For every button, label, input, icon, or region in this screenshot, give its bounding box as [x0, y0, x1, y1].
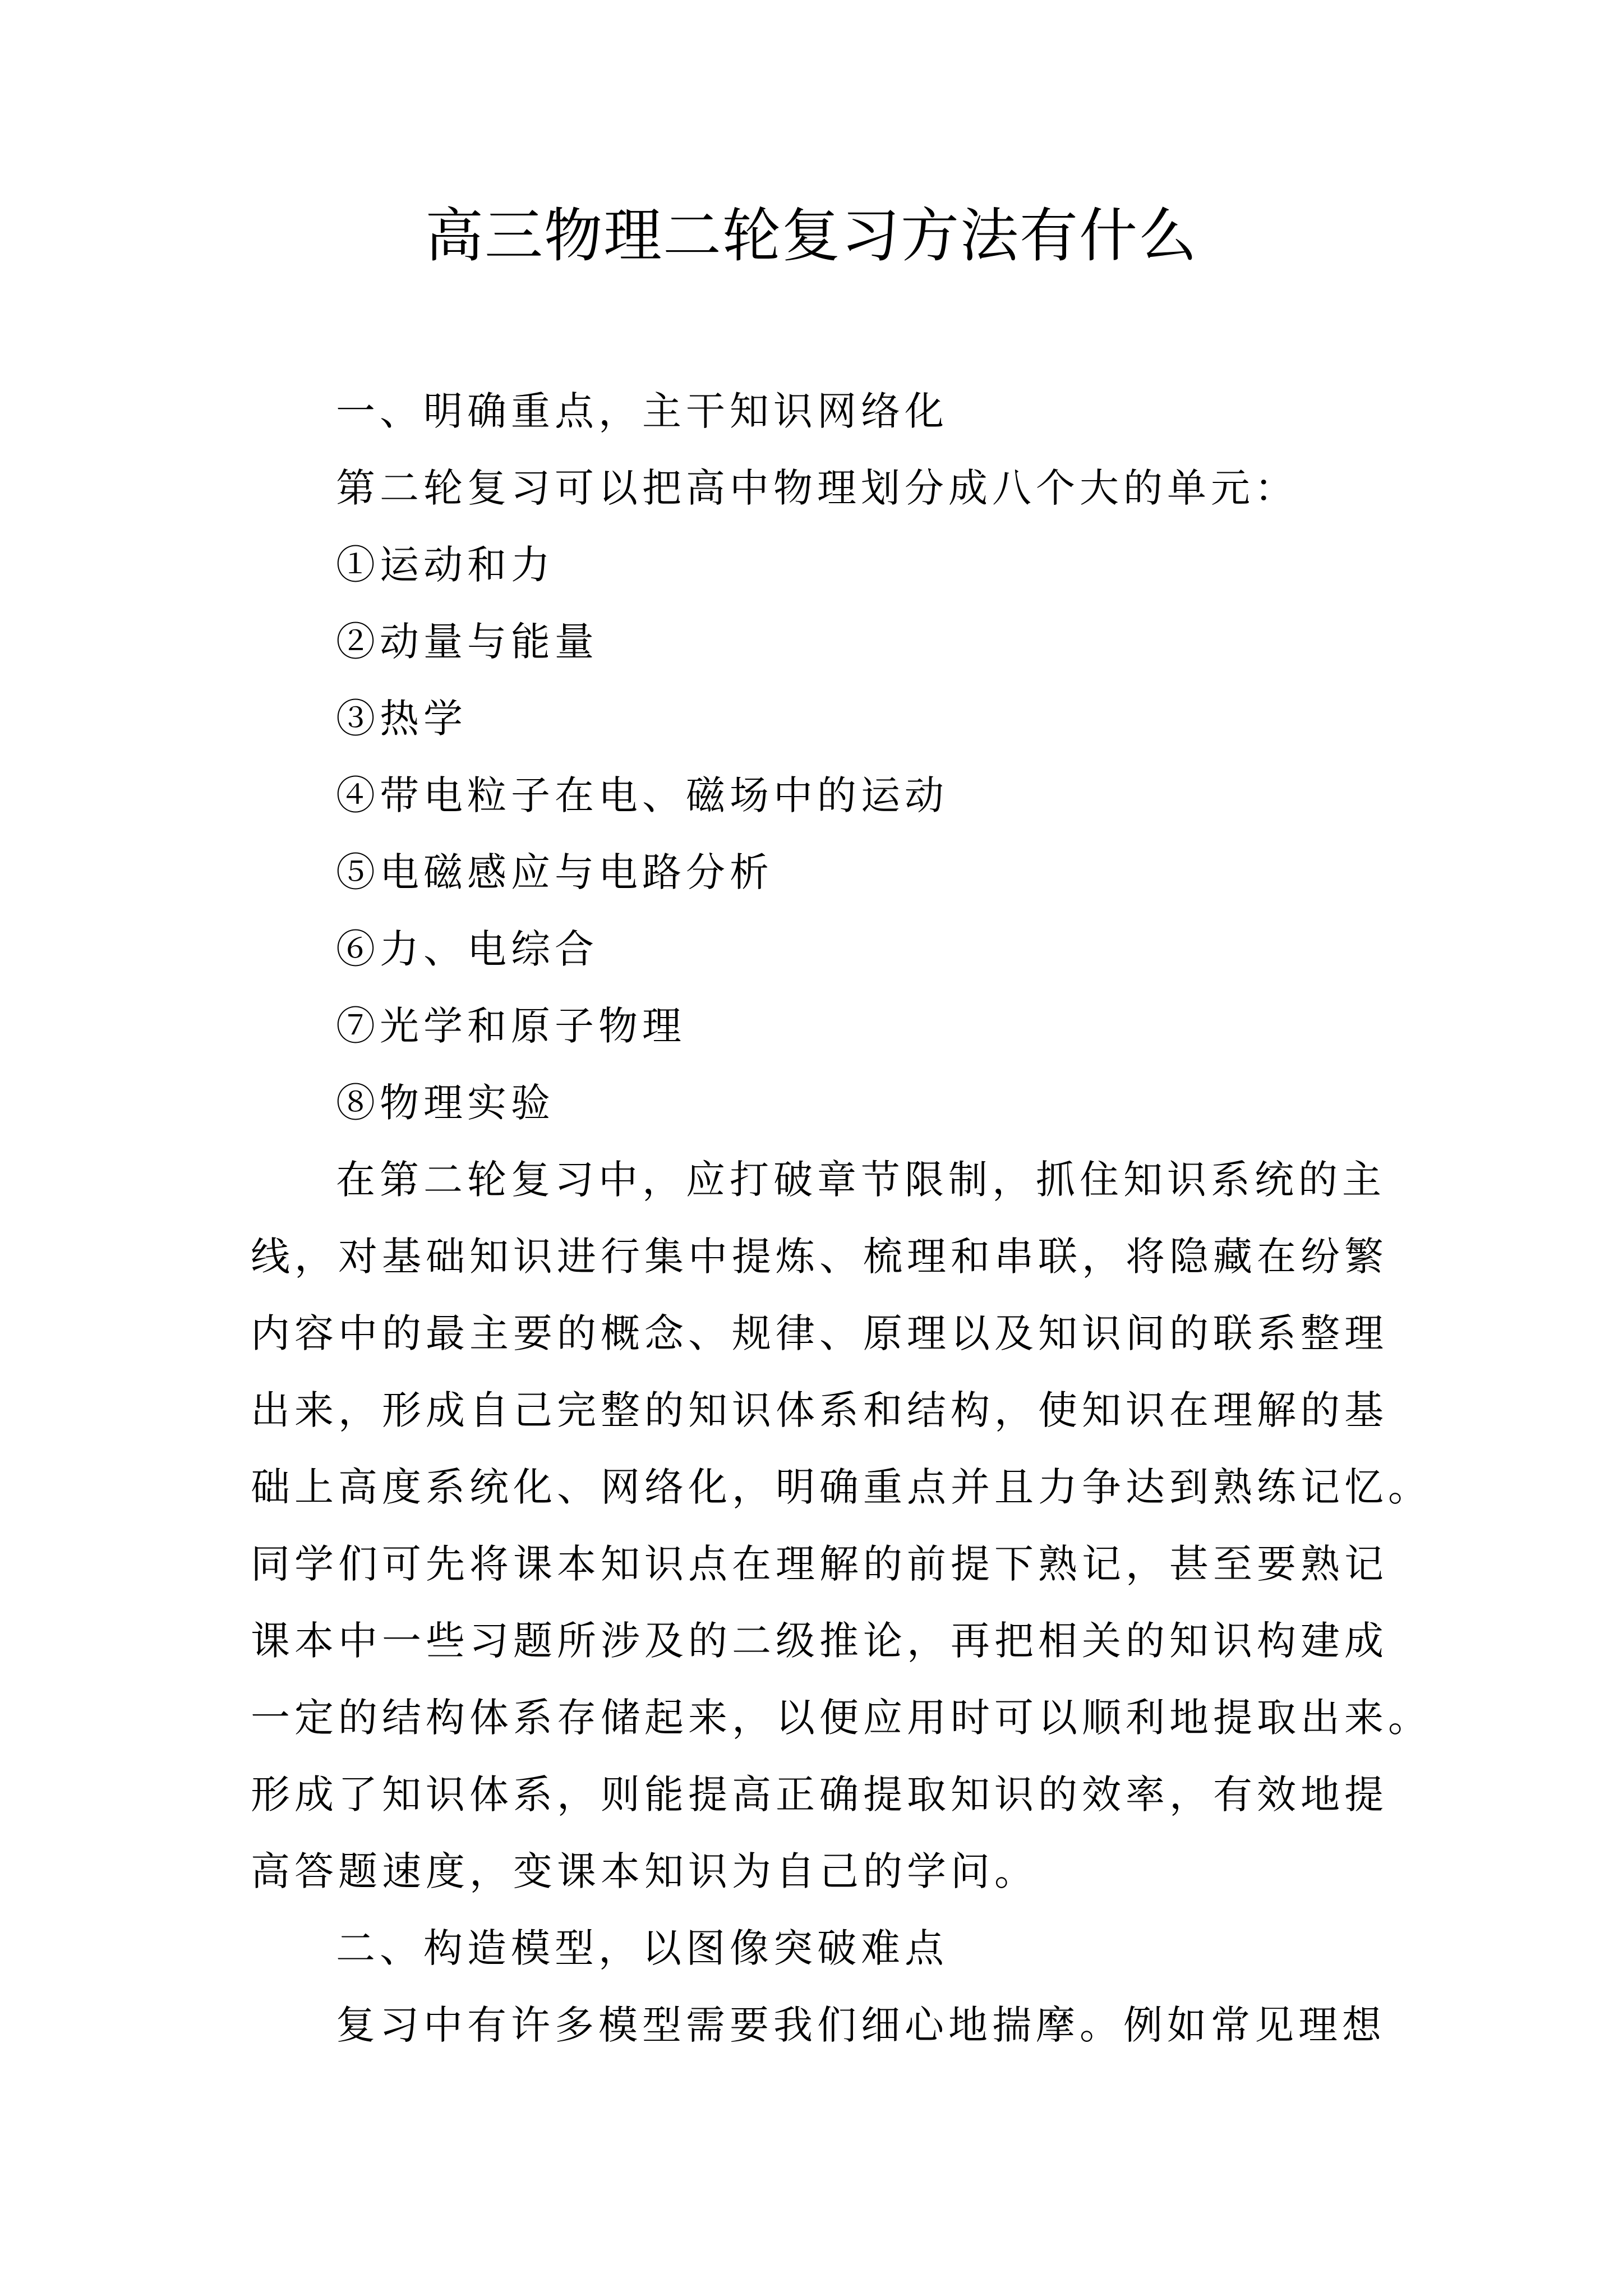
section-1-paragraph: [251, 1142, 1432, 1910]
paragraph-line: 一定的结构体系存储起来，以便应用时可以顺利地提取出来。: [251, 1695, 1432, 1741]
document-title: 高三物理二轮复习方法有什么: [425, 201, 1198, 270]
paragraph-line: 出来，形成自己完整的知识体系和结构，使知识在理解的基: [251, 1387, 1388, 1433]
unit-list-item: ④带电粒子在电、磁场中的运动: [336, 772, 948, 818]
unit-list-item: ③热学: [336, 696, 467, 742]
unit-list-item: ⑥力、电综合: [336, 926, 598, 972]
paragraph-line: 形成了知识体系，则能提高正确提取知识的效率，有效地提: [251, 1772, 1388, 1818]
paragraph-line: 础上高度系统化、网络化，明确重点并且力争达到熟练记忆。: [251, 1464, 1432, 1510]
paragraph-line: 同学们可先将课本知识点在理解的前提下熟记，甚至要熟记: [251, 1541, 1388, 1587]
unit-list-item: ①运动和力: [336, 542, 555, 588]
unit-list-item: ⑦光学和原子物理: [336, 1003, 686, 1049]
section-2-heading: 二、构造模型，以图像突破难点: [336, 1925, 948, 1971]
section-2-paragraph-start: 复习中有许多模型需要我们细心地揣摩。例如常见理想: [336, 2002, 1386, 2048]
paragraph-line: 高答题速度，变课本知识为自己的学问。: [251, 1848, 1038, 1894]
section-1-heading: 一、明确重点，主干知识网络化: [336, 388, 948, 434]
unit-list-item: ⑧物理实验: [336, 1080, 555, 1126]
paragraph-line: 内容中的最主要的概念、规律、原理以及知识间的联系整理: [251, 1310, 1388, 1356]
section-1-intro: 第二轮复习可以把高中物理划分成八个大的单元：: [336, 465, 1298, 511]
paragraph-line: 在第二轮复习中，应打破章节限制，抓住知识系统的主: [336, 1157, 1386, 1203]
paragraph-line: 课本中一些习题所涉及的二级推论，再把相关的知识构建成: [251, 1618, 1388, 1664]
paragraph-line: 线，对基础知识进行集中提炼、梳理和串联，将隐藏在纷繁: [251, 1234, 1388, 1280]
document-body: [251, 373, 1432, 2064]
unit-list-item: ②动量与能量: [336, 619, 598, 665]
unit-list: [251, 527, 1372, 1142]
unit-list-item: ⑤电磁感应与电路分析: [336, 849, 773, 895]
